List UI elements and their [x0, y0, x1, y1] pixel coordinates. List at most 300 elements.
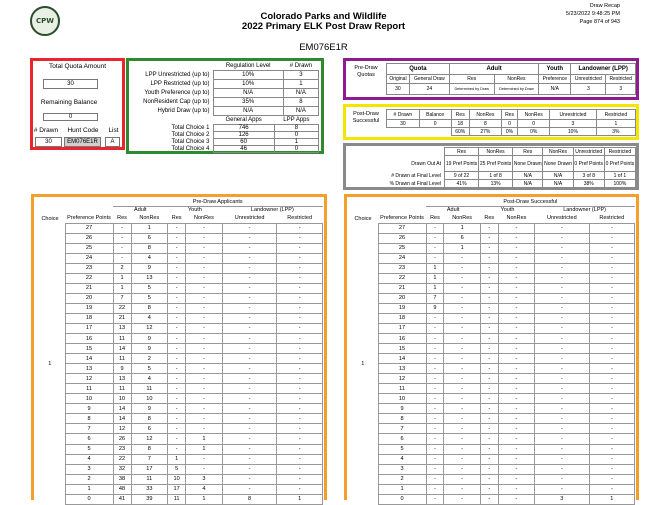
choice-cell: 1 — [48, 360, 52, 367]
points-cell: 21 — [378, 283, 426, 293]
choice-row — [135, 138, 319, 145]
youth-res-header: Res — [171, 215, 182, 222]
value-cell: - — [444, 293, 480, 303]
drawn-out-head: Unrestricted — [573, 148, 604, 156]
value-cell: 23 — [113, 444, 131, 454]
choice-general: 746 — [213, 124, 274, 131]
value-cell: - — [498, 233, 534, 243]
original-subheader: Original — [387, 75, 410, 84]
value-cell: - — [589, 444, 634, 454]
drawn-out-cell: 13% — [479, 180, 513, 188]
points-cell: 5 — [378, 444, 426, 454]
value-cell: - — [498, 454, 534, 464]
table-row — [35, 334, 323, 344]
choice-lpp: 8 — [274, 124, 318, 131]
value-cell: 1 — [426, 283, 444, 293]
res2-header: Res — [501, 110, 518, 120]
value-cell: - — [186, 283, 223, 293]
value-cell: 4 — [131, 253, 168, 263]
value-cell: - — [168, 414, 186, 424]
regulation-row — [135, 97, 319, 106]
value-cell: 1 — [113, 283, 131, 293]
table-row — [348, 424, 635, 434]
value-cell: - — [480, 444, 498, 454]
regulation-level-header: Regulation Level — [225, 63, 271, 70]
table-row — [348, 484, 635, 494]
points-cell: 15 — [378, 344, 426, 354]
drawn-value: 30 — [35, 137, 62, 147]
drawn-out-cell: N/A — [543, 180, 573, 188]
drawn-out-cell: 9 of 22 — [445, 172, 479, 180]
list-value: A — [105, 137, 120, 147]
value-cell: 3 — [186, 474, 223, 484]
points-cell: 4 — [378, 454, 426, 464]
value-cell: - — [168, 263, 186, 273]
landowner-header: Landowner (LPP) — [250, 207, 294, 214]
choice-lpp: 0 — [274, 145, 318, 152]
choice-header: Choice — [41, 215, 59, 222]
value-cell: 8 — [131, 414, 168, 424]
regulation-row — [135, 79, 319, 88]
drawn-out-cell: 41% — [445, 180, 479, 188]
value-cell: - — [426, 364, 444, 374]
value-cell: - — [498, 394, 534, 404]
points-cell: 11 — [65, 384, 113, 394]
value-cell: 1 — [186, 494, 223, 504]
value-cell: - — [480, 273, 498, 283]
value-cell: - — [426, 394, 444, 404]
postdraw-pct: 0% — [518, 128, 550, 136]
choice-general: 46 — [213, 145, 274, 152]
value-cell: - — [444, 263, 480, 273]
value-cell: 6 — [444, 233, 480, 243]
hunt-code-label: Hunt Code — [67, 127, 99, 134]
value-cell: 13 — [113, 374, 131, 384]
points-cell: 3 — [65, 464, 113, 474]
value-cell: - — [168, 384, 186, 394]
points-cell: 3 — [378, 464, 426, 474]
value-cell: - — [535, 454, 589, 464]
youth-res-header: Res — [484, 215, 495, 222]
value-cell: - — [186, 414, 223, 424]
table-row — [348, 414, 635, 424]
table-row — [35, 354, 323, 364]
value-cell: 7 — [131, 454, 168, 464]
value-cell: - — [535, 394, 589, 404]
value-cell: - — [480, 263, 498, 273]
meta-date: 5/23/2022 9:48:25 PM — [565, 11, 620, 17]
value-cell: 12 — [131, 323, 168, 333]
value-cell: - — [589, 414, 634, 424]
points-cell: 12 — [65, 374, 113, 384]
points-cell: 9 — [378, 404, 426, 414]
value-cell: - — [535, 444, 589, 454]
value-cell: - — [277, 414, 323, 424]
points-cell: 26 — [378, 233, 426, 243]
value-cell: - — [480, 454, 498, 464]
predraw-title: Pre-Draw Applicants — [113, 198, 323, 206]
regulation-drawn: 1 — [283, 79, 318, 88]
value-cell: - — [589, 364, 634, 374]
choice-label: Total Choice 3 — [171, 138, 210, 145]
points-cell: 17 — [65, 323, 113, 333]
value-cell: - — [277, 223, 323, 233]
postdraw-pct: 10% — [550, 128, 597, 136]
value-cell: - — [277, 434, 323, 444]
drawn-final-label: # Drawn at Final Level — [391, 172, 441, 179]
value-cell: - — [222, 263, 277, 273]
value-cell: - — [444, 494, 480, 504]
drawn-out-head: Res — [513, 148, 543, 156]
value-cell: - — [535, 334, 589, 344]
value-cell: - — [168, 223, 186, 233]
value-cell: - — [589, 424, 634, 434]
postdraw-title: Post-Draw Successful — [426, 198, 635, 206]
drawn-out-cell: 19 Pref Points — [445, 156, 479, 172]
value-cell: - — [277, 293, 323, 303]
value-cell: 1 — [186, 444, 223, 454]
value-cell: 10 — [113, 394, 131, 404]
value-cell: - — [535, 313, 589, 323]
value-cell: - — [444, 354, 480, 364]
value-cell: - — [186, 364, 223, 374]
regulation-row — [135, 88, 319, 97]
value-cell: - — [535, 223, 589, 233]
balance-value: 0 — [419, 120, 451, 128]
value-cell: 17 — [168, 484, 186, 494]
pct-final-label: % Drawn at Final Level — [389, 180, 441, 187]
table-row — [35, 394, 323, 404]
points-cell: 15 — [65, 344, 113, 354]
value-cell: - — [277, 233, 323, 243]
value-cell: - — [535, 484, 589, 494]
youth-nonres-header: NonRes — [506, 215, 527, 222]
value-cell: - — [222, 374, 277, 384]
table-row — [35, 283, 323, 293]
regulation-label: LPP Unrestricted (up to) — [145, 71, 210, 78]
table-row — [348, 334, 635, 344]
value-cell: - — [426, 374, 444, 384]
value-cell: - — [168, 434, 186, 444]
table-row — [348, 394, 635, 404]
value-cell: - — [168, 283, 186, 293]
table-row — [348, 404, 635, 414]
value-cell: 4 — [131, 374, 168, 384]
value-cell: - — [444, 394, 480, 404]
postdraw-count: 1 — [596, 120, 635, 128]
value-cell: - — [168, 354, 186, 364]
choice-lpp: 1 — [274, 138, 318, 145]
value-cell: - — [222, 233, 277, 243]
regulation-level: N/A — [213, 88, 283, 97]
table-row — [348, 283, 635, 293]
drawn-header: # Drawn — [289, 63, 313, 70]
value-cell: - — [535, 354, 589, 364]
drawn-out-cell: N/A — [513, 172, 543, 180]
value-cell: - — [589, 384, 634, 394]
lpp-apps-header: LPP Apps — [283, 117, 310, 124]
value-cell: - — [480, 354, 498, 364]
points-cell: 16 — [65, 334, 113, 344]
value-cell: - — [535, 293, 589, 303]
postdraw-pct: 0% — [501, 128, 518, 136]
value-cell: - — [498, 444, 534, 454]
value-cell: - — [426, 334, 444, 344]
value-cell: - — [480, 233, 498, 243]
points-cell: 16 — [378, 334, 426, 344]
value-cell: 11 — [131, 384, 168, 394]
value-cell: 9 — [131, 263, 168, 273]
value-cell: - — [444, 303, 480, 313]
points-cell: 10 — [65, 394, 113, 404]
table-row — [348, 384, 635, 394]
preference-subheader: Preference — [539, 75, 571, 84]
value-cell: 8 — [222, 494, 277, 504]
value-cell: - — [498, 293, 534, 303]
value-cell: - — [589, 323, 634, 333]
value-cell: - — [186, 424, 223, 434]
value-cell: - — [277, 263, 323, 273]
postdraw-successful-table — [386, 109, 636, 136]
table-row — [348, 374, 635, 384]
predraw-applicants-box — [31, 194, 327, 503]
points-header: Preference Points — [67, 215, 111, 222]
youth-header: Youth — [188, 207, 202, 214]
value-cell: - — [535, 374, 589, 384]
value-cell: 17 — [131, 464, 168, 474]
regulation-label: Youth Preference (up to) — [144, 89, 210, 96]
value-cell: - — [222, 243, 277, 253]
value-cell: - — [168, 323, 186, 333]
table-row — [35, 364, 323, 374]
table-row — [35, 303, 323, 313]
value-cell: - — [277, 273, 323, 283]
value-cell: - — [168, 344, 186, 354]
postdraw-count: 3 — [550, 120, 597, 128]
value-cell: - — [426, 484, 444, 494]
value-cell: - — [186, 303, 223, 313]
value-cell: - — [113, 253, 131, 263]
value-cell: - — [480, 303, 498, 313]
restricted-value: 3 — [606, 84, 636, 95]
value-cell: - — [498, 303, 534, 313]
value-cell: - — [168, 233, 186, 243]
drawn-out-cell: 3 of 8 — [573, 172, 604, 180]
value-cell: - — [168, 273, 186, 283]
points-cell: 11 — [378, 384, 426, 394]
res-header: Res — [430, 215, 440, 222]
table-row — [35, 474, 323, 484]
drawn-out-cell: 100% — [604, 180, 635, 188]
value-cell: 21 — [113, 313, 131, 323]
value-cell: - — [535, 253, 589, 263]
postdraw-count: 8 — [469, 120, 501, 128]
value-cell: - — [222, 364, 277, 374]
table-row — [35, 344, 323, 354]
points-cell: 5 — [65, 444, 113, 454]
table-row — [348, 253, 635, 263]
value-cell: - — [426, 323, 444, 333]
value-cell: - — [186, 334, 223, 344]
table-row — [35, 293, 323, 303]
points-cell: 8 — [65, 414, 113, 424]
table-row — [348, 313, 635, 323]
value-cell: - — [222, 283, 277, 293]
value-cell: - — [277, 394, 323, 404]
value-cell: - — [168, 374, 186, 384]
table-row — [35, 494, 323, 504]
value-cell: 6 — [131, 424, 168, 434]
drawn-out-cell: 25 Pref Points — [479, 156, 513, 172]
value-cell: - — [480, 323, 498, 333]
value-cell: - — [186, 394, 223, 404]
total-quota-value: 30 — [43, 79, 98, 89]
table-row — [35, 243, 323, 253]
table-row — [348, 263, 635, 273]
value-cell: - — [426, 494, 444, 504]
table-row — [35, 323, 323, 333]
points-cell: 22 — [378, 273, 426, 283]
value-cell: 1 — [444, 223, 480, 233]
value-cell: 4 — [186, 484, 223, 494]
value-cell: - — [480, 384, 498, 394]
choice-table — [135, 117, 319, 153]
value-cell: - — [589, 293, 634, 303]
value-cell: 9 — [131, 344, 168, 354]
table-row — [348, 223, 635, 233]
points-cell: 13 — [378, 364, 426, 374]
table-row — [35, 414, 323, 424]
regulation-label: NonResident Cap (up to) — [143, 98, 210, 105]
adult-header: Adult — [134, 207, 147, 214]
value-cell: - — [222, 303, 277, 313]
value-cell: - — [498, 424, 534, 434]
value-cell: - — [186, 454, 223, 464]
value-cell: 9 — [131, 404, 168, 414]
value-cell: - — [186, 464, 223, 474]
value-cell: - — [498, 484, 534, 494]
value-cell: - — [186, 223, 223, 233]
value-cell: - — [186, 313, 223, 323]
value-cell: - — [186, 384, 223, 394]
meta-recap: Draw Recap — [589, 3, 620, 9]
points-cell: 2 — [65, 474, 113, 484]
value-cell: - — [186, 293, 223, 303]
remaining-label: Remaining Balance — [40, 99, 98, 106]
value-cell: - — [480, 313, 498, 323]
value-cell: - — [277, 454, 323, 464]
value-cell: - — [113, 243, 131, 253]
value-cell: - — [168, 404, 186, 414]
total-quota-label: Total Quota Amount — [48, 63, 107, 70]
table-row — [35, 424, 323, 434]
points-cell: 18 — [65, 313, 113, 323]
value-cell: - — [589, 334, 634, 344]
points-cell: 2 — [378, 474, 426, 484]
value-cell: - — [168, 253, 186, 263]
points-header: Preference Points — [380, 215, 424, 222]
value-cell: - — [444, 273, 480, 283]
value-cell: - — [277, 253, 323, 263]
value-cell: - — [222, 293, 277, 303]
points-cell: 6 — [378, 434, 426, 444]
value-cell: - — [589, 454, 634, 464]
points-cell: 1 — [378, 484, 426, 494]
value-cell: - — [498, 323, 534, 333]
table-row — [35, 434, 323, 444]
regulation-label: LPP Restricted (up to) — [150, 80, 210, 87]
drawn-out-head: NonRes — [479, 148, 513, 156]
quota-box — [30, 58, 125, 150]
value-cell: 41 — [113, 494, 131, 504]
value-cell: - — [444, 424, 480, 434]
drawn-out-table — [348, 147, 636, 188]
value-cell: 5 — [131, 293, 168, 303]
value-cell: - — [444, 283, 480, 293]
unrestricted-value: 3 — [571, 84, 606, 95]
value-cell: - — [222, 474, 277, 484]
value-cell: 5 — [131, 364, 168, 374]
value-cell: - — [480, 464, 498, 474]
predraw-quotas-table — [386, 63, 636, 95]
regulation-drawn: 8 — [283, 97, 318, 106]
value-cell: - — [498, 223, 534, 233]
value-cell: - — [444, 474, 480, 484]
general-draw-subheader: General Draw — [409, 75, 449, 84]
drawn-out-cell: N/A — [513, 180, 543, 188]
points-cell: 24 — [378, 253, 426, 263]
table-row — [348, 364, 635, 374]
value-cell: 1 — [589, 494, 634, 504]
value-cell: - — [589, 354, 634, 364]
value-cell: - — [277, 283, 323, 293]
value-cell: 38 — [113, 474, 131, 484]
value-cell: - — [480, 394, 498, 404]
predraw-quotas-label: Pre-Draw Quotas — [354, 65, 378, 78]
nonres-header: NonRes — [469, 110, 501, 120]
points-cell: 8 — [378, 414, 426, 424]
points-cell: 7 — [65, 424, 113, 434]
table-row — [35, 454, 323, 464]
value-cell: - — [535, 384, 589, 394]
points-cell: 1 — [65, 484, 113, 494]
table-row — [348, 273, 635, 283]
value-cell: - — [589, 283, 634, 293]
value-cell: 39 — [131, 494, 168, 504]
value-cell: 8 — [131, 444, 168, 454]
value-cell: - — [186, 273, 223, 283]
value-cell: - — [168, 364, 186, 374]
value-cell: - — [426, 444, 444, 454]
value-cell: - — [426, 223, 444, 233]
value-cell: - — [480, 434, 498, 444]
value-cell: - — [277, 424, 323, 434]
postdraw-count: 18 — [451, 120, 469, 128]
value-cell: - — [589, 404, 634, 414]
table-row — [35, 404, 323, 414]
table-row — [35, 273, 323, 283]
postdraw-pct: 27% — [469, 128, 501, 136]
table-row — [35, 484, 323, 494]
value-cell: - — [498, 434, 534, 444]
choice-header: Choice — [354, 215, 372, 222]
value-cell: 1 — [277, 494, 323, 504]
value-cell: - — [589, 263, 634, 273]
value-cell: - — [498, 243, 534, 253]
value-cell: 11 — [113, 384, 131, 394]
choice-row — [135, 124, 319, 131]
value-cell: - — [535, 474, 589, 484]
